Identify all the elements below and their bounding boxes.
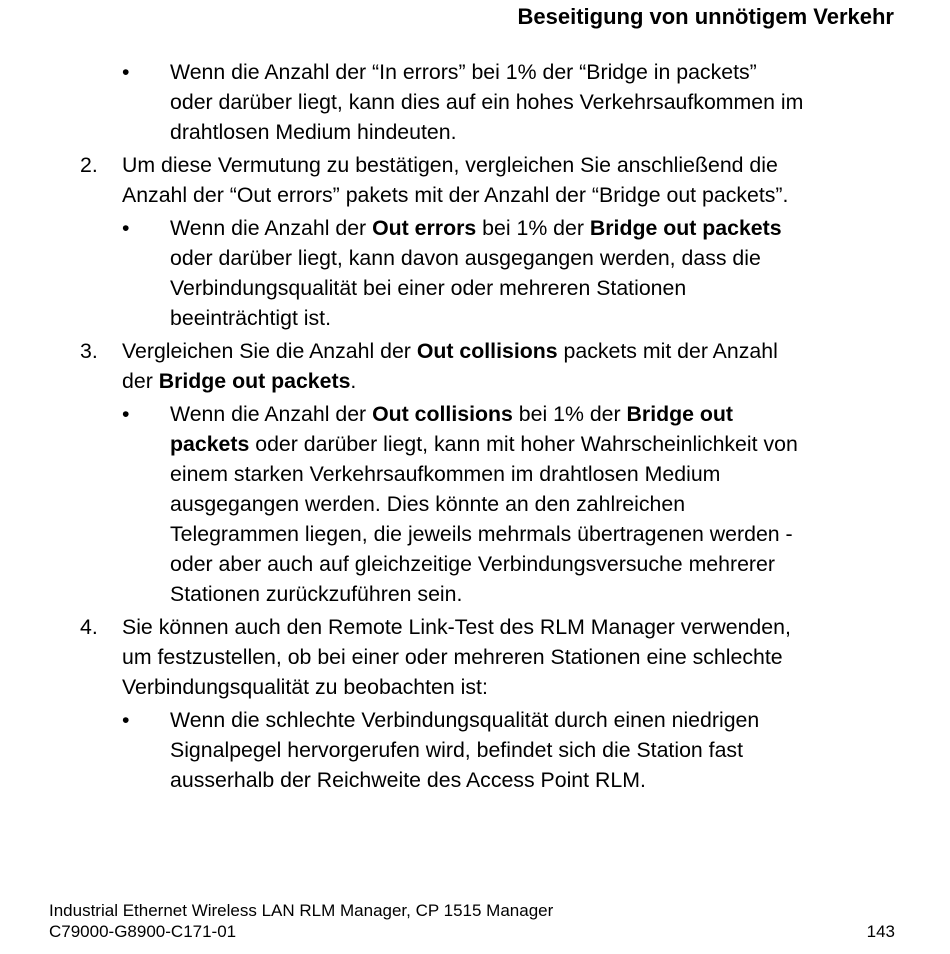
text-line: oder darüber liegt, kann davon ausgegangen werden, dass die	[170, 246, 761, 270]
text-line: Stationen zurückzuführen sein.	[170, 582, 463, 606]
text-line: oder aber auch auf gleichzeitige Verbindungsversuche mehrerer	[170, 552, 775, 576]
bullet-marker: •	[122, 216, 130, 240]
bold-term: packets	[170, 432, 250, 456]
text-run: Vergleichen Sie die Anzahl der	[122, 339, 417, 363]
text-line: Verbindungsqualität bei einer oder mehreren Stationen	[170, 276, 687, 300]
text-run: Wenn die Anzahl der	[170, 402, 373, 426]
bullet-item	[80, 57, 910, 147]
numbered-item	[80, 336, 910, 396]
bullet-item	[80, 213, 910, 333]
text-line	[122, 366, 910, 396]
text-run: packets mit der Anzahl	[557, 339, 778, 363]
text-line: Signalpegel hervorgerufen wird, befindet sich die Station fast	[170, 738, 743, 762]
text-line: ausgegangen werden. Dies könnte an den zahlreichen	[170, 492, 686, 516]
numbered-item	[80, 150, 910, 210]
bold-term: Bridge out packets	[589, 216, 782, 240]
bullet-marker: •	[122, 708, 130, 732]
text-line: Verbindungsqualität zu beobachten ist:	[122, 675, 488, 699]
text-line: um festzustellen, ob bei einer oder mehreren Stationen eine schlechte	[122, 645, 783, 669]
text-line: oder darüber liegt, kann dies auf ein hohes Verkehrsaufkommen im	[170, 90, 804, 114]
text-run: .	[350, 369, 357, 393]
text-run: Wenn die Anzahl der	[170, 216, 373, 240]
footer-document-number: C79000-G8900-C171-01	[49, 922, 237, 941]
bullet-marker: •	[122, 60, 130, 84]
text-line	[170, 213, 910, 243]
main-content	[80, 57, 910, 798]
bold-term: Bridge out packets	[158, 369, 351, 393]
text-line: Telegrammen liegen, die jeweils mehrmals übertragenen werden -	[170, 522, 793, 546]
text-line: ausserhalb der Reichweite des Access Point RLM.	[170, 768, 646, 792]
bold-term: Out collisions	[372, 402, 513, 426]
text-line	[170, 429, 910, 459]
text-line: Um diese Vermutung zu bestätigen, vergleichen Sie anschließend die	[122, 153, 778, 177]
bold-term: Bridge out	[626, 402, 734, 426]
text-line	[122, 336, 910, 366]
bold-term: Out errors	[372, 216, 477, 240]
footer-product-title: Industrial Ethernet Wireless LAN RLM Manager, CP 1515 Manager	[49, 901, 554, 920]
text-line	[170, 399, 910, 429]
text-run: bei 1% der	[476, 216, 590, 240]
page-number: 143	[866, 922, 895, 941]
text-line: Wenn die Anzahl der “In errors” bei 1% der “Bridge in packets”	[170, 60, 757, 84]
text-run: bei 1% der	[512, 402, 627, 426]
bullet-item	[80, 399, 910, 609]
numbered-item	[80, 612, 910, 702]
item-number: 2.	[80, 153, 98, 177]
text-run: der	[122, 369, 159, 393]
text-run: oder darüber liegt, kann mit hoher Wahrscheinlichkeit von	[249, 432, 798, 456]
text-line: drahtlosen Medium hindeuten.	[170, 120, 457, 144]
running-header-title: Beseitigung von unnötigem Verkehr	[517, 4, 894, 29]
item-number: 4.	[80, 615, 98, 639]
text-line: Wenn die schlechte Verbindungsqualität durch einen niedrigen	[170, 708, 760, 732]
bold-term: Out collisions	[416, 339, 558, 363]
text-line: einem starken Verkehrsaufkommen im drahtlosen Medium	[170, 462, 721, 486]
text-line: Anzahl der “Out errors” pakets mit der Anzahl der “Bridge out packets”.	[122, 183, 789, 207]
item-number: 3.	[80, 339, 98, 363]
bullet-item	[80, 705, 910, 795]
bullet-marker: •	[122, 402, 130, 426]
text-line: Sie können auch den Remote Link-Test des RLM Manager verwenden,	[122, 615, 791, 639]
text-line: beeinträchtigt ist.	[170, 306, 331, 330]
page-footer	[49, 900, 895, 942]
